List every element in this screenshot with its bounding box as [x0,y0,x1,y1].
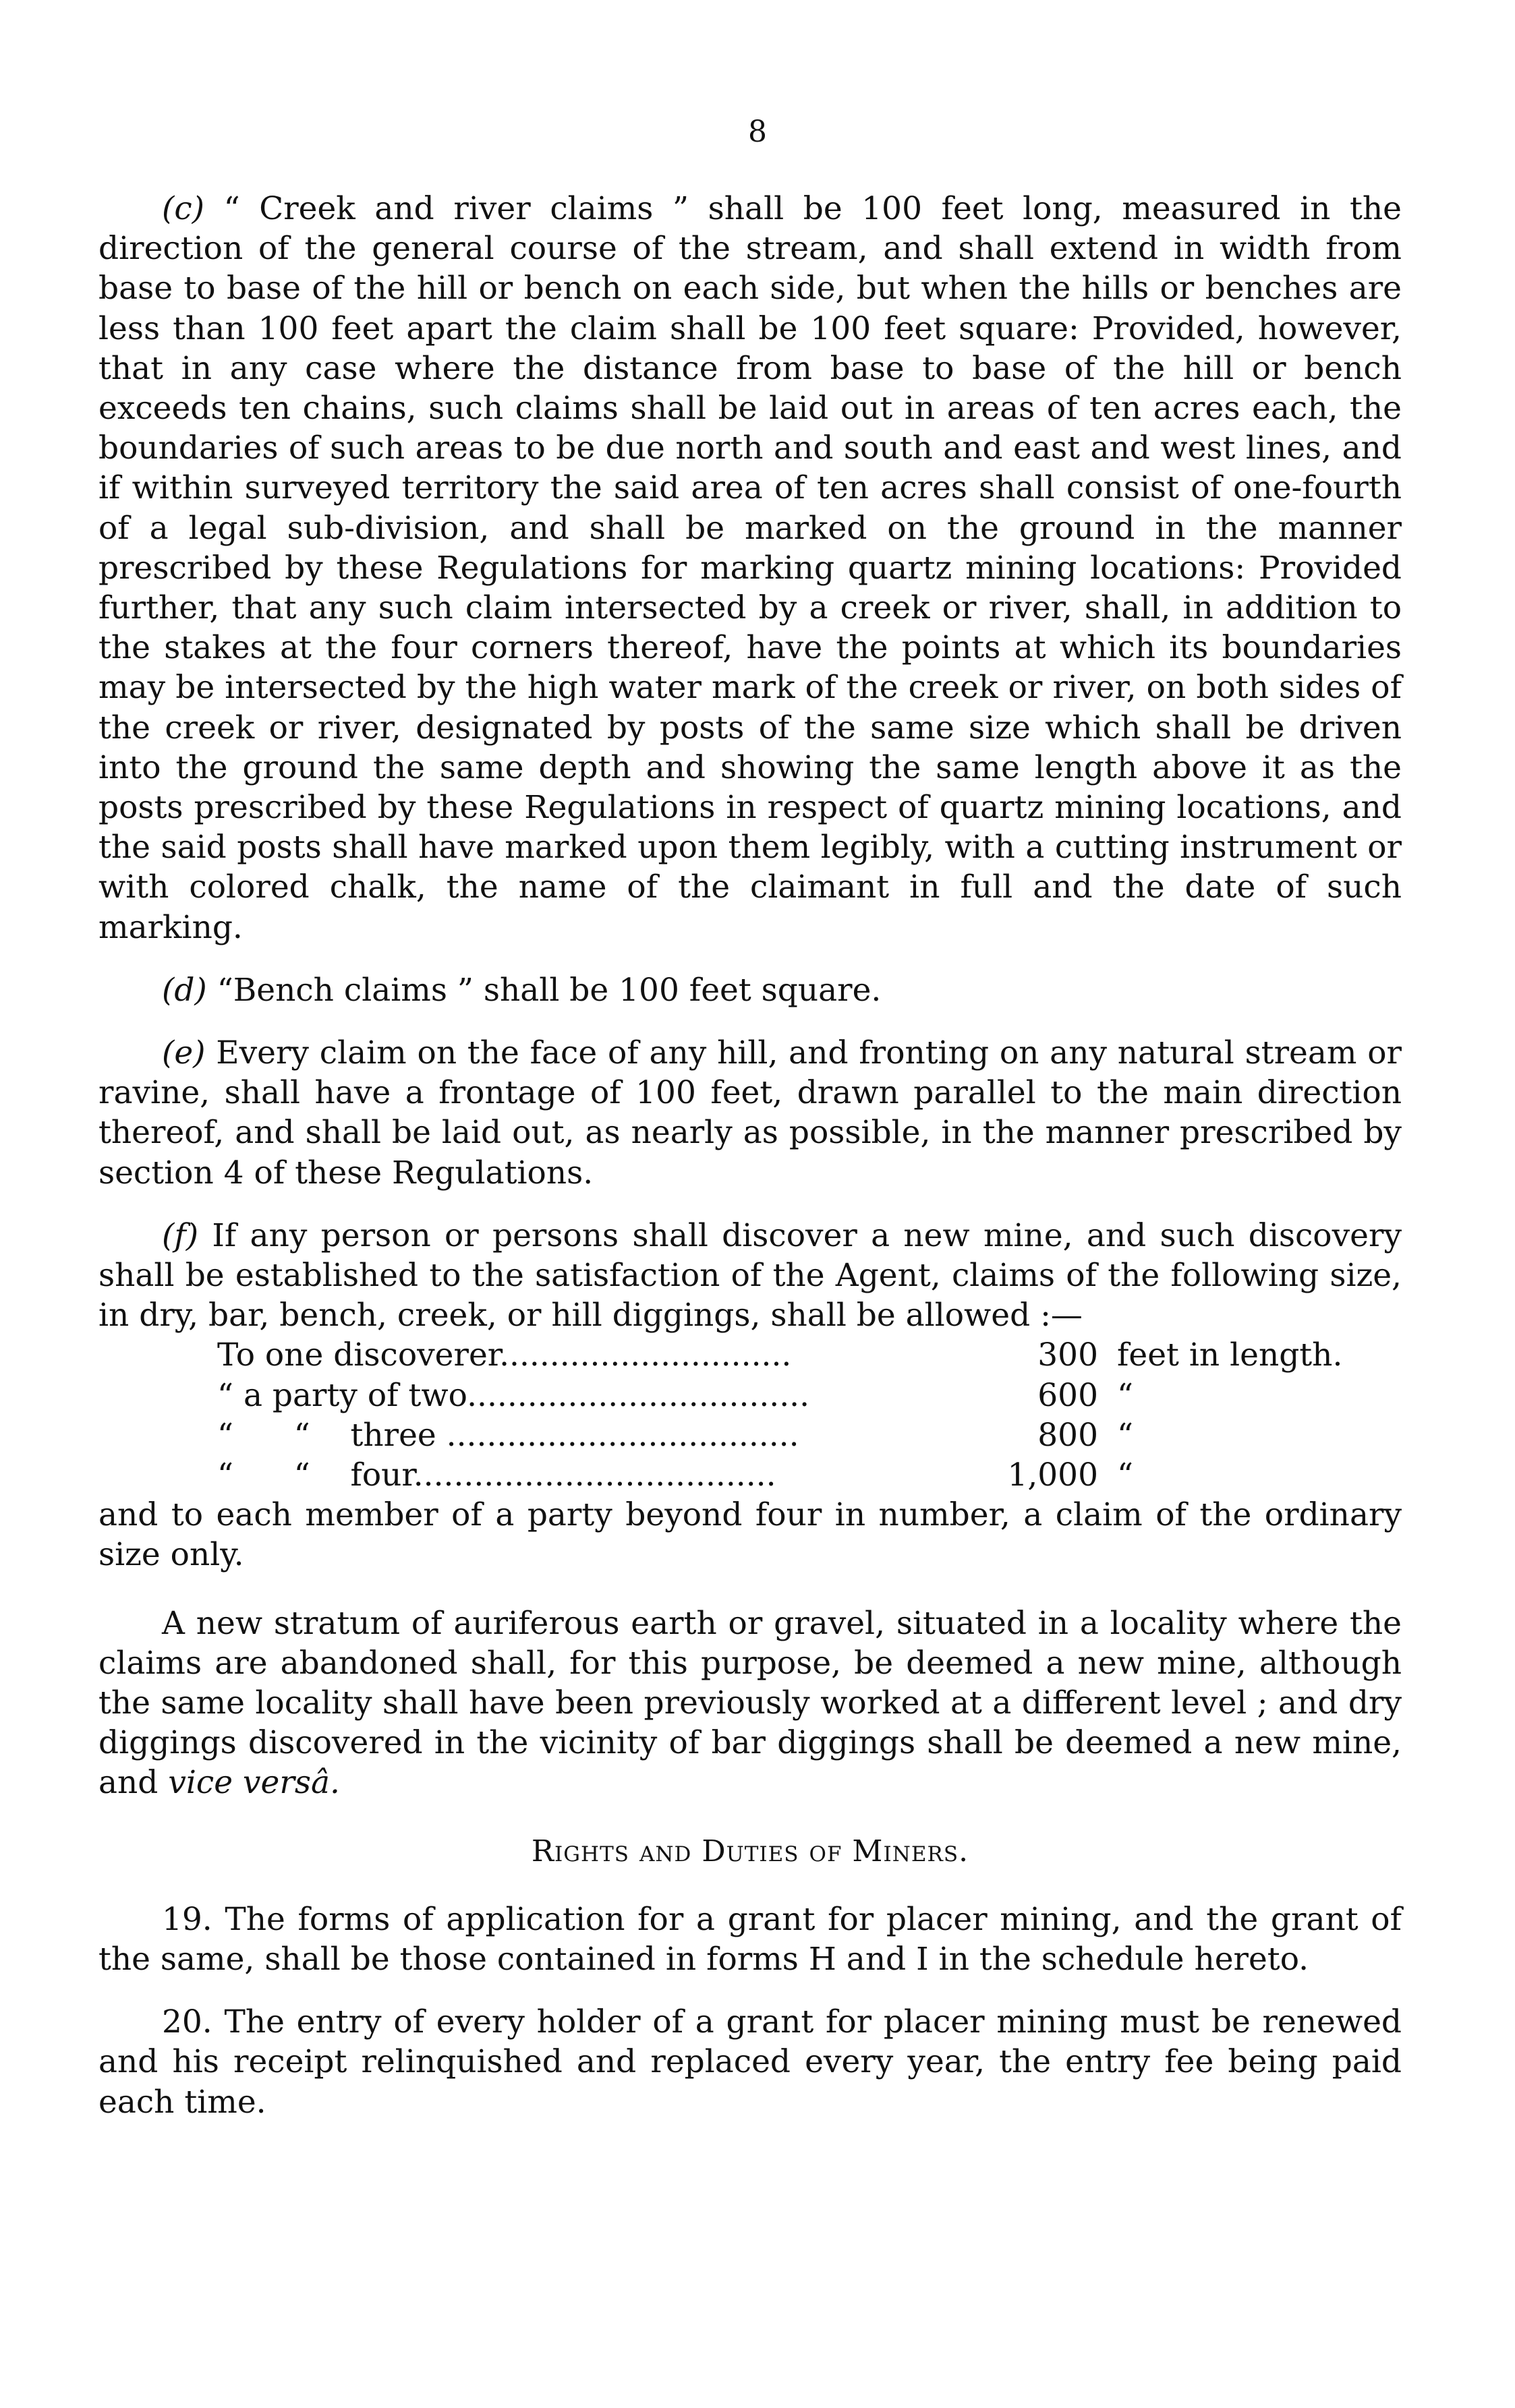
claim-size-qty: 1,000 [1007,1457,1098,1494]
paragraph-c-text: “ Creek and river claims ” shall be 100 feet long, measured in the direction of the general course of the stream, and shall extend in width from base to base of the hill or bench on each side, but when the hills or benches are less than 100 feet apart the claim shall be 100 feet square: Provided, however, that in any case where the distance from base to base of the hill or bench exceeds ten chains, such claims shall be laid out in areas of ten acres each, the boundaries of such areas to be due north and south and east and west lines, and if within surveyed territory the said area of ten acres shall consist of one-fourth of a legal sub-division, and shall be marked on the ground in the manner prescribed by these Regulations for marking quartz mining locations: Provided further, that any such claim intersected by a creek or river, shall, in addition to the stakes at the four corners thereof, have the points at which its boundaries may be intersected by the high water mark of the creek or river, on both sides of the creek or river, designated by posts of the same size which shall be driven into the ground the same depth and showing the same length above it as the posts prescribed by these Regulations in respect of quartz mining locations, and the said posts shall have marked upon them legibly, with a cutting instrument or with colored chalk, the name of the claimant in full and the date of such marking. [98,190,1402,946]
section-heading-text: Rights and Duties of Miners. [531,1833,969,1869]
page-body [98,189,1402,2122]
section-heading [98,1831,1402,1871]
paragraph-d-text: “Bench claims ” shall be 100 feet square. [206,971,882,1009]
claim-size-unit: “ [1117,1457,1134,1494]
paragraph-c-marker: (c) [162,190,204,227]
paragraph-e-text: Every claim on the face of any hill, and fronting on any natural stream or ravine, shall have a frontage of 100 feet, drawn parallel to the main direction thereof, and shall be laid out, as nearly as possible, in the manner prescribed by section 4 of these Regulations. [98,1034,1402,1192]
claim-size-qty: 800 [1037,1416,1098,1454]
page-number: 8 [748,115,767,149]
claim-size-row [217,1455,1402,1495]
claim-size-desc: “ “ four.................................... [217,1457,776,1494]
claim-size-qty: 300 [1037,1337,1098,1374]
claim-size-unit: “ [1117,1416,1134,1454]
paragraph-e-marker: (e) [162,1034,206,1072]
claim-size-desc: “ “ three ................................... [217,1416,799,1454]
claim-size-qty: 600 [1037,1376,1098,1414]
claim-size-row [217,1415,1402,1455]
paragraph-new-stratum-italic: vice versâ. [168,1764,340,1802]
paragraph-d [98,970,1402,1010]
paragraph-d-marker: (d) [162,971,207,1009]
claim-size-row [217,1376,1402,1415]
paragraph-new-stratum-text: A new stratum of auriferous earth or gravel, situated in a locality where the claims are abandoned shall, for this purpose, be deemed a new mine, although the same locality shall have been previously worked at a different level ; and dry diggings discovered in the vicinity of bar diggings shall be deemed a new mine, and [98,1604,1402,1802]
claim-size-row [217,1335,1402,1375]
claim-size-unit: “ [1117,1376,1134,1414]
paragraph-c [98,189,1402,947]
claim-size-desc: “ a party of two.................................. [217,1376,810,1414]
paragraph-f-marker: (f) [162,1216,199,1254]
paragraph-f-text: If any person or persons shall discover a new mine, and such discovery shall be established to the satisfaction of the Agent, claims of the following size, in dry, bar, bench, creek, or hill diggings, shall be allowed :— [98,1216,1402,1334]
paragraph-19: 19. The forms of application for a grant for placer mining, and the grant of the same, shall be those contained in forms H and I in the schedule hereto. [98,1900,1402,1978]
claim-size-table [217,1335,1402,1495]
paragraph-20: 20. The entry of every holder of a grant for placer mining must be renewed and his receipt relinquished and replaced every year, the entry fee being paid each time. [98,2003,1402,2121]
paragraph-e [98,1033,1402,1193]
claim-size-desc: To one discoverer............................. [217,1337,792,1374]
claim-size-unit: feet in length. [1117,1337,1343,1374]
paragraph-new-stratum [98,1604,1402,1803]
paragraph-party-member: and to each member of a party beyond four in number, a claim of the ordinary size only. [98,1496,1402,1574]
paragraph-f [98,1216,1402,1336]
